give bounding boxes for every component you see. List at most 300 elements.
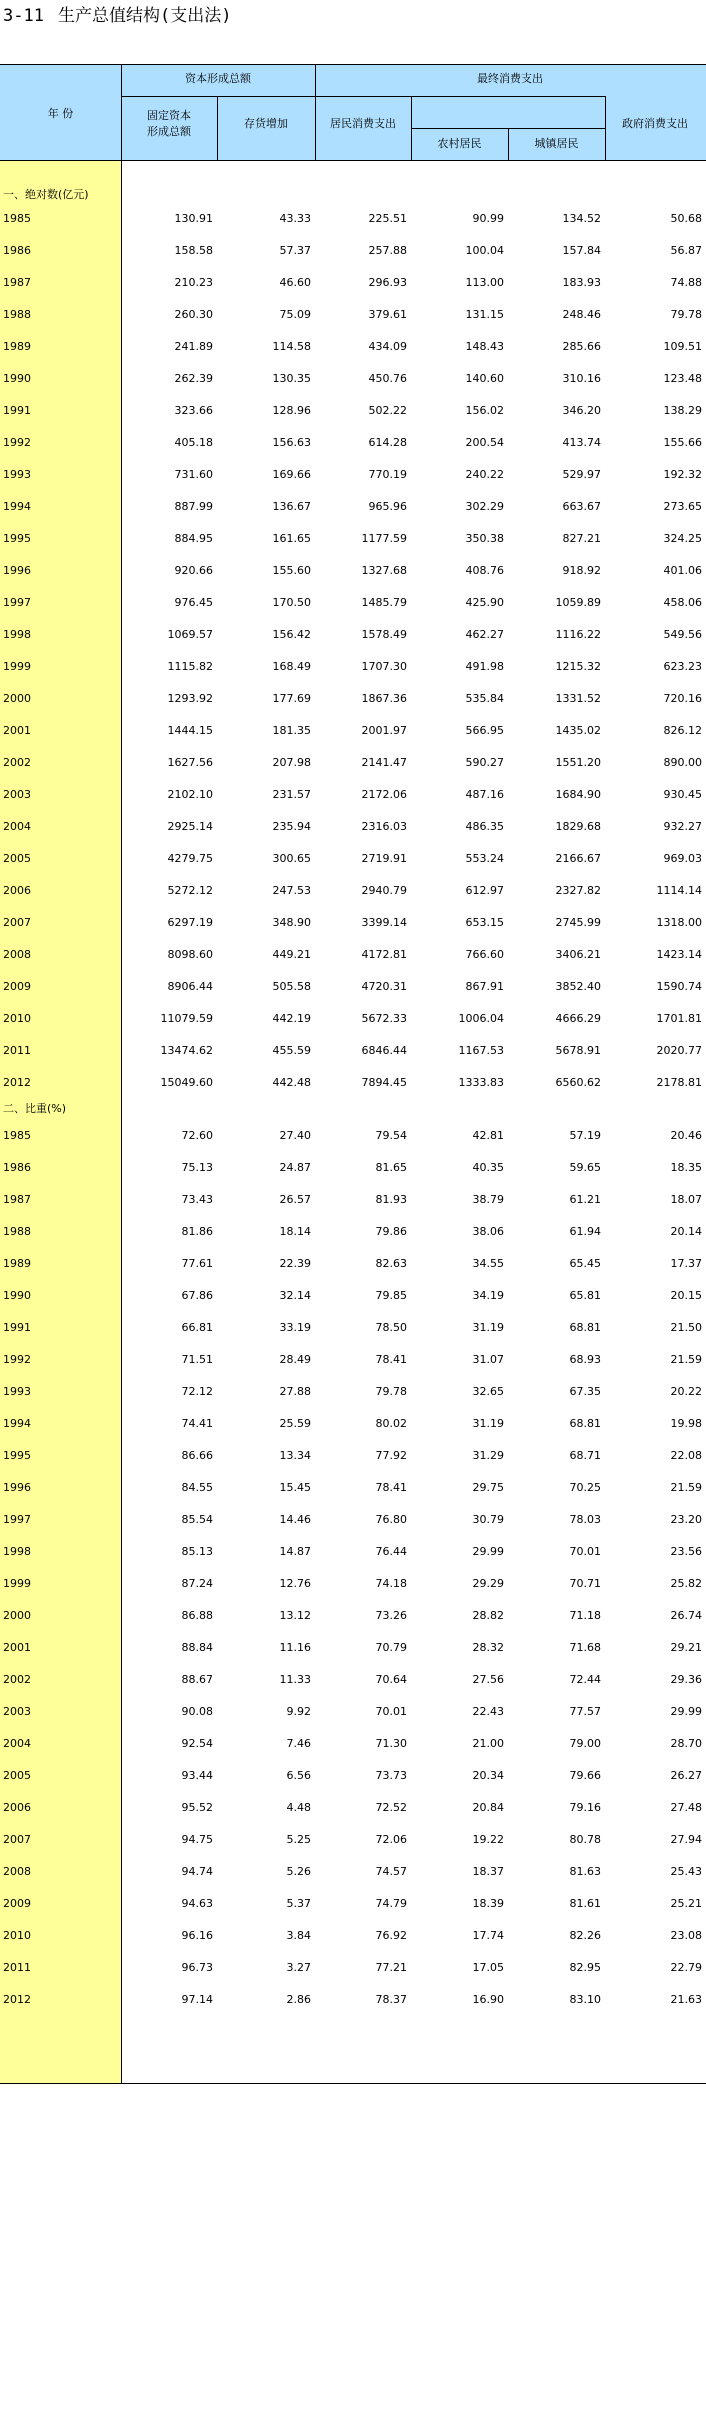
value-cell: 43.33 [279, 212, 311, 225]
value-cell: 26.57 [279, 1193, 311, 1206]
value-cell: 969.03 [663, 852, 702, 865]
value-cell: 80.78 [569, 1833, 601, 1846]
table-row [0, 300, 706, 332]
value-cell: 731.60 [174, 468, 213, 481]
value-cell: 4666.29 [555, 1012, 601, 1025]
value-cell: 74.18 [375, 1577, 407, 1590]
value-cell: 1590.74 [656, 980, 702, 993]
table-row [0, 780, 706, 812]
value-cell: 68.81 [569, 1417, 601, 1430]
value-cell: 770.19 [368, 468, 407, 481]
table-row [0, 1185, 706, 1217]
value-cell: 21.63 [670, 1993, 702, 2006]
value-cell: 79.78 [375, 1385, 407, 1398]
value-cell: 31.29 [472, 1449, 504, 1462]
value-cell: 80.02 [375, 1417, 407, 1430]
table-row [0, 396, 706, 428]
value-cell: 1444.15 [167, 724, 213, 737]
year-cell: 1998 [3, 628, 31, 641]
header-urban: 城镇居民 [534, 137, 579, 150]
value-cell: 1435.02 [555, 724, 601, 737]
year-cell: 1999 [3, 660, 31, 673]
table-row [0, 1921, 706, 1953]
year-cell: 1987 [3, 276, 31, 289]
value-cell: 1578.49 [361, 628, 407, 641]
value-cell: 720.16 [663, 692, 702, 705]
value-cell: 20.22 [670, 1385, 702, 1398]
value-cell: 95.52 [181, 1801, 213, 1814]
table-row [0, 332, 706, 364]
value-cell: 11079.59 [160, 1012, 213, 1025]
year-cell: 1996 [3, 564, 31, 577]
value-cell: 207.98 [272, 756, 311, 769]
value-cell: 96.73 [181, 1961, 213, 1974]
value-cell: 136.67 [272, 500, 311, 513]
value-cell: 1069.57 [167, 628, 213, 641]
header-divider [508, 128, 509, 160]
table-row [0, 716, 706, 748]
value-cell: 5672.33 [361, 1012, 407, 1025]
value-cell: 3.84 [286, 1929, 311, 1942]
value-cell: 487.16 [465, 788, 504, 801]
year-cell: 1993 [3, 1385, 31, 1398]
table-row [0, 1004, 706, 1036]
value-cell: 70.01 [375, 1705, 407, 1718]
value-cell: 1177.59 [361, 532, 407, 545]
value-cell: 138.29 [663, 404, 702, 417]
value-cell: 240.22 [465, 468, 504, 481]
value-cell: 350.38 [465, 532, 504, 545]
header-rural: 农村居民 [437, 137, 482, 150]
value-cell: 324.25 [663, 532, 702, 545]
year-cell: 1994 [3, 1417, 31, 1430]
value-cell: 77.92 [375, 1449, 407, 1462]
value-cell: 82.95 [569, 1961, 601, 1974]
year-cell: 2008 [3, 1865, 31, 1878]
table-row [0, 492, 706, 524]
table-row [0, 844, 706, 876]
value-cell: 20.34 [472, 1769, 504, 1782]
value-cell: 6.56 [286, 1769, 311, 1782]
table-row [0, 1441, 706, 1473]
year-cell: 1996 [3, 1481, 31, 1494]
year-cell: 2004 [3, 820, 31, 833]
value-cell: 86.66 [181, 1449, 213, 1462]
value-cell: 200.54 [465, 436, 504, 449]
value-cell: 766.60 [465, 948, 504, 961]
value-cell: 1115.82 [167, 660, 213, 673]
value-cell: 156.42 [272, 628, 311, 641]
table-row [0, 1281, 706, 1313]
value-cell: 1318.00 [656, 916, 702, 929]
table-row [0, 268, 706, 300]
value-cell: 72.52 [375, 1801, 407, 1814]
value-cell: 1707.30 [361, 660, 407, 673]
value-cell: 273.65 [663, 500, 702, 513]
value-cell: 94.63 [181, 1897, 213, 1910]
value-cell: 34.55 [472, 1257, 504, 1270]
value-cell: 78.50 [375, 1321, 407, 1334]
value-cell: 74.79 [375, 1897, 407, 1910]
value-cell: 18.35 [670, 1161, 702, 1174]
table-row [0, 684, 706, 716]
value-cell: 5272.12 [167, 884, 213, 897]
value-cell: 14.87 [279, 1545, 311, 1558]
value-cell: 22.39 [279, 1257, 311, 1270]
value-cell: 225.51 [368, 212, 407, 225]
value-cell: 302.29 [465, 500, 504, 513]
value-cell: 4.48 [286, 1801, 311, 1814]
year-cell: 2005 [3, 852, 31, 865]
value-cell: 72.12 [181, 1385, 213, 1398]
value-cell: 75.09 [279, 308, 311, 321]
value-cell: 5.25 [286, 1833, 311, 1846]
value-cell: 458.06 [663, 596, 702, 609]
value-cell: 71.51 [181, 1353, 213, 1366]
value-cell: 68.93 [569, 1353, 601, 1366]
value-cell: 17.74 [472, 1929, 504, 1942]
value-cell: 88.84 [181, 1641, 213, 1654]
value-cell: 114.58 [272, 340, 311, 353]
value-cell: 78.03 [569, 1513, 601, 1526]
value-cell: 2316.03 [361, 820, 407, 833]
value-cell: 401.06 [663, 564, 702, 577]
value-cell: 61.21 [569, 1193, 601, 1206]
value-cell: 450.76 [368, 372, 407, 385]
table-row [0, 1153, 706, 1185]
value-cell: 1627.56 [167, 756, 213, 769]
value-cell: 2001.97 [361, 724, 407, 737]
header-divider [411, 96, 412, 160]
year-cell: 1991 [3, 1321, 31, 1334]
statistics-table [0, 64, 706, 2084]
header-bottom-border [0, 160, 706, 161]
value-cell: 72.06 [375, 1833, 407, 1846]
value-cell: 79.00 [569, 1737, 601, 1750]
year-cell: 1995 [3, 532, 31, 545]
value-cell: 28.82 [472, 1609, 504, 1622]
value-cell: 408.76 [465, 564, 504, 577]
table-row [0, 1249, 706, 1281]
value-cell: 71.68 [569, 1641, 601, 1654]
value-cell: 28.70 [670, 1737, 702, 1750]
value-cell: 235.94 [272, 820, 311, 833]
value-cell: 884.95 [174, 532, 213, 545]
table-number: 3-11 [3, 6, 44, 26]
value-cell: 38.79 [472, 1193, 504, 1206]
year-cell: 2003 [3, 788, 31, 801]
value-cell: 2719.91 [361, 852, 407, 865]
value-cell: 248.46 [562, 308, 601, 321]
value-cell: 918.92 [562, 564, 601, 577]
table-row [0, 1633, 706, 1665]
value-cell: 13.12 [279, 1609, 311, 1622]
value-cell: 462.27 [465, 628, 504, 641]
value-cell: 930.45 [663, 788, 702, 801]
year-cell: 1998 [3, 1545, 31, 1558]
value-cell: 66.81 [181, 1321, 213, 1334]
value-cell: 1327.68 [361, 564, 407, 577]
value-cell: 3.27 [286, 1961, 311, 1974]
year-cell: 2006 [3, 884, 31, 897]
value-cell: 25.59 [279, 1417, 311, 1430]
year-cell: 1999 [3, 1577, 31, 1590]
value-cell: 310.16 [562, 372, 601, 385]
value-cell: 74.41 [181, 1417, 213, 1430]
value-cell: 241.89 [174, 340, 213, 353]
value-cell: 30.79 [472, 1513, 504, 1526]
value-cell: 155.66 [663, 436, 702, 449]
value-cell: 1701.81 [656, 1012, 702, 1025]
table-row [0, 1313, 706, 1345]
year-cell: 1991 [3, 404, 31, 417]
value-cell: 826.12 [663, 724, 702, 737]
table-row [0, 652, 706, 684]
value-cell: 21.00 [472, 1737, 504, 1750]
value-cell: 965.96 [368, 500, 407, 513]
value-cell: 247.53 [272, 884, 311, 897]
value-cell: 130.35 [272, 372, 311, 385]
header-capital-formation: 资本形成总额 [185, 72, 251, 85]
value-cell: 549.56 [663, 628, 702, 641]
table-row [0, 908, 706, 940]
value-cell: 22.08 [670, 1449, 702, 1462]
value-cell: 2925.14 [167, 820, 213, 833]
value-cell: 2141.47 [361, 756, 407, 769]
year-cell: 2001 [3, 1641, 31, 1654]
value-cell: 296.93 [368, 276, 407, 289]
table-row [0, 428, 706, 460]
value-cell: 3399.14 [361, 916, 407, 929]
value-cell: 1215.32 [555, 660, 601, 673]
table-row [0, 236, 706, 268]
header-divider [605, 96, 606, 160]
table-row [0, 620, 706, 652]
value-cell: 74.88 [670, 276, 702, 289]
value-cell: 72.60 [181, 1129, 213, 1142]
header-household: 居民消费支出 [330, 117, 396, 130]
value-cell: 71.18 [569, 1609, 601, 1622]
value-cell: 7.46 [286, 1737, 311, 1750]
value-cell: 1551.20 [555, 756, 601, 769]
value-cell: 2102.10 [167, 788, 213, 801]
value-cell: 79.16 [569, 1801, 601, 1814]
value-cell: 262.39 [174, 372, 213, 385]
value-cell: 867.91 [465, 980, 504, 993]
value-cell: 31.19 [472, 1417, 504, 1430]
value-cell: 18.37 [472, 1865, 504, 1878]
header-year: 年 份 [47, 107, 74, 120]
value-cell: 113.00 [465, 276, 504, 289]
value-cell: 1116.22 [555, 628, 601, 641]
table-bottom-border [0, 2083, 706, 2084]
value-cell: 505.58 [272, 980, 311, 993]
value-cell: 4172.81 [361, 948, 407, 961]
value-cell: 90.08 [181, 1705, 213, 1718]
value-cell: 81.65 [375, 1161, 407, 1174]
value-cell: 29.36 [670, 1673, 702, 1686]
value-cell: 27.88 [279, 1385, 311, 1398]
value-cell: 12.76 [279, 1577, 311, 1590]
value-cell: 123.48 [663, 372, 702, 385]
value-cell: 6846.44 [361, 1044, 407, 1057]
year-cell: 2009 [3, 980, 31, 993]
table-title: 生产总值结构(支出法) [57, 6, 232, 26]
value-cell: 2.86 [286, 1993, 311, 2006]
value-cell: 19.98 [670, 1417, 702, 1430]
value-cell: 27.48 [670, 1801, 702, 1814]
section-label: 一、绝对数(亿元) [3, 188, 89, 201]
year-cell: 2003 [3, 1705, 31, 1718]
value-cell: 76.92 [375, 1929, 407, 1942]
table-row [0, 1036, 706, 1068]
value-cell: 15049.60 [160, 1076, 213, 1089]
value-cell: 33.19 [279, 1321, 311, 1334]
value-cell: 32.65 [472, 1385, 504, 1398]
value-cell: 15.45 [279, 1481, 311, 1494]
value-cell: 21.59 [670, 1481, 702, 1494]
table-row [0, 1345, 706, 1377]
value-cell: 5.26 [286, 1865, 311, 1878]
table-row [0, 1793, 706, 1825]
value-cell: 68.81 [569, 1321, 601, 1334]
value-cell: 535.84 [465, 692, 504, 705]
year-cell: 2007 [3, 916, 31, 929]
table-row [0, 748, 706, 780]
value-cell: 57.37 [279, 244, 311, 257]
year-cell: 2006 [3, 1801, 31, 1814]
header-final-consumption: 最终消费支出 [477, 72, 543, 85]
value-cell: 2020.77 [656, 1044, 702, 1057]
year-cell: 2002 [3, 1673, 31, 1686]
value-cell: 161.65 [272, 532, 311, 545]
value-cell: 663.67 [562, 500, 601, 513]
value-cell: 25.82 [670, 1577, 702, 1590]
year-cell: 1986 [3, 1161, 31, 1174]
value-cell: 17.05 [472, 1961, 504, 1974]
value-cell: 156.63 [272, 436, 311, 449]
value-cell: 67.86 [181, 1289, 213, 1302]
value-cell: 434.09 [368, 340, 407, 353]
header-inventory: 存货增加 [244, 117, 288, 130]
table-row [0, 1505, 706, 1537]
value-cell: 87.24 [181, 1577, 213, 1590]
value-cell: 67.35 [569, 1385, 601, 1398]
year-cell: 2012 [3, 1993, 31, 2006]
value-cell: 2940.79 [361, 884, 407, 897]
value-cell: 425.90 [465, 596, 504, 609]
table-row [0, 1569, 706, 1601]
value-cell: 22.79 [670, 1961, 702, 1974]
value-cell: 29.75 [472, 1481, 504, 1494]
value-cell: 28.49 [279, 1353, 311, 1366]
value-cell: 1006.04 [458, 1012, 504, 1025]
year-cell: 1985 [3, 1129, 31, 1142]
value-cell: 181.35 [272, 724, 311, 737]
value-cell: 623.23 [663, 660, 702, 673]
year-cell: 1994 [3, 500, 31, 513]
value-cell: 83.10 [569, 1993, 601, 2006]
year-cell: 2005 [3, 1769, 31, 1782]
value-cell: 529.97 [562, 468, 601, 481]
table-row [0, 524, 706, 556]
table-row [0, 204, 706, 236]
value-cell: 413.74 [562, 436, 601, 449]
value-cell: 27.94 [670, 1833, 702, 1846]
value-cell: 40.35 [472, 1161, 504, 1174]
value-cell: 76.44 [375, 1545, 407, 1558]
value-cell: 21.59 [670, 1353, 702, 1366]
value-cell: 97.14 [181, 1993, 213, 2006]
value-cell: 148.43 [465, 340, 504, 353]
value-cell: 20.46 [670, 1129, 702, 1142]
value-cell: 210.23 [174, 276, 213, 289]
year-cell: 1997 [3, 1513, 31, 1526]
value-cell: 72.44 [569, 1673, 601, 1686]
value-cell: 231.57 [272, 788, 311, 801]
value-cell: 323.66 [174, 404, 213, 417]
value-cell: 94.75 [181, 1833, 213, 1846]
value-cell: 257.88 [368, 244, 407, 257]
value-cell: 46.60 [279, 276, 311, 289]
value-cell: 14.46 [279, 1513, 311, 1526]
value-cell: 170.50 [272, 596, 311, 609]
value-cell: 76.80 [375, 1513, 407, 1526]
value-cell: 100.04 [465, 244, 504, 257]
value-cell: 11.16 [279, 1641, 311, 1654]
value-cell: 50.68 [670, 212, 702, 225]
value-cell: 59.65 [569, 1161, 601, 1174]
section-label: 二、比重(%) [3, 1102, 67, 1115]
value-cell: 2172.06 [361, 788, 407, 801]
value-cell: 887.99 [174, 500, 213, 513]
value-cell: 13.34 [279, 1449, 311, 1462]
year-cell: 1988 [3, 308, 31, 321]
value-cell: 932.27 [663, 820, 702, 833]
value-cell: 285.66 [562, 340, 601, 353]
value-cell: 61.94 [569, 1225, 601, 1238]
value-cell: 2327.82 [555, 884, 601, 897]
table-row [0, 1985, 706, 2017]
table-row [0, 1729, 706, 1761]
value-cell: 348.90 [272, 916, 311, 929]
value-cell: 86.88 [181, 1609, 213, 1622]
value-cell: 78.37 [375, 1993, 407, 2006]
value-cell: 73.73 [375, 1769, 407, 1782]
table-row [0, 876, 706, 908]
year-cell: 2011 [3, 1044, 31, 1057]
value-cell: 28.32 [472, 1641, 504, 1654]
table-row [0, 1473, 706, 1505]
value-cell: 23.20 [670, 1513, 702, 1526]
value-cell: 77.57 [569, 1705, 601, 1718]
year-cell: 1989 [3, 340, 31, 353]
value-cell: 192.32 [663, 468, 702, 481]
value-cell: 92.54 [181, 1737, 213, 1750]
table-row [0, 1697, 706, 1729]
value-cell: 1684.90 [555, 788, 601, 801]
value-cell: 491.98 [465, 660, 504, 673]
year-cell: 2000 [3, 1609, 31, 1622]
value-cell: 29.99 [670, 1705, 702, 1718]
table-row [0, 556, 706, 588]
value-cell: 81.93 [375, 1193, 407, 1206]
value-cell: 23.08 [670, 1929, 702, 1942]
value-cell: 79.85 [375, 1289, 407, 1302]
table-row [0, 940, 706, 972]
value-cell: 17.37 [670, 1257, 702, 1270]
value-cell: 24.87 [279, 1161, 311, 1174]
